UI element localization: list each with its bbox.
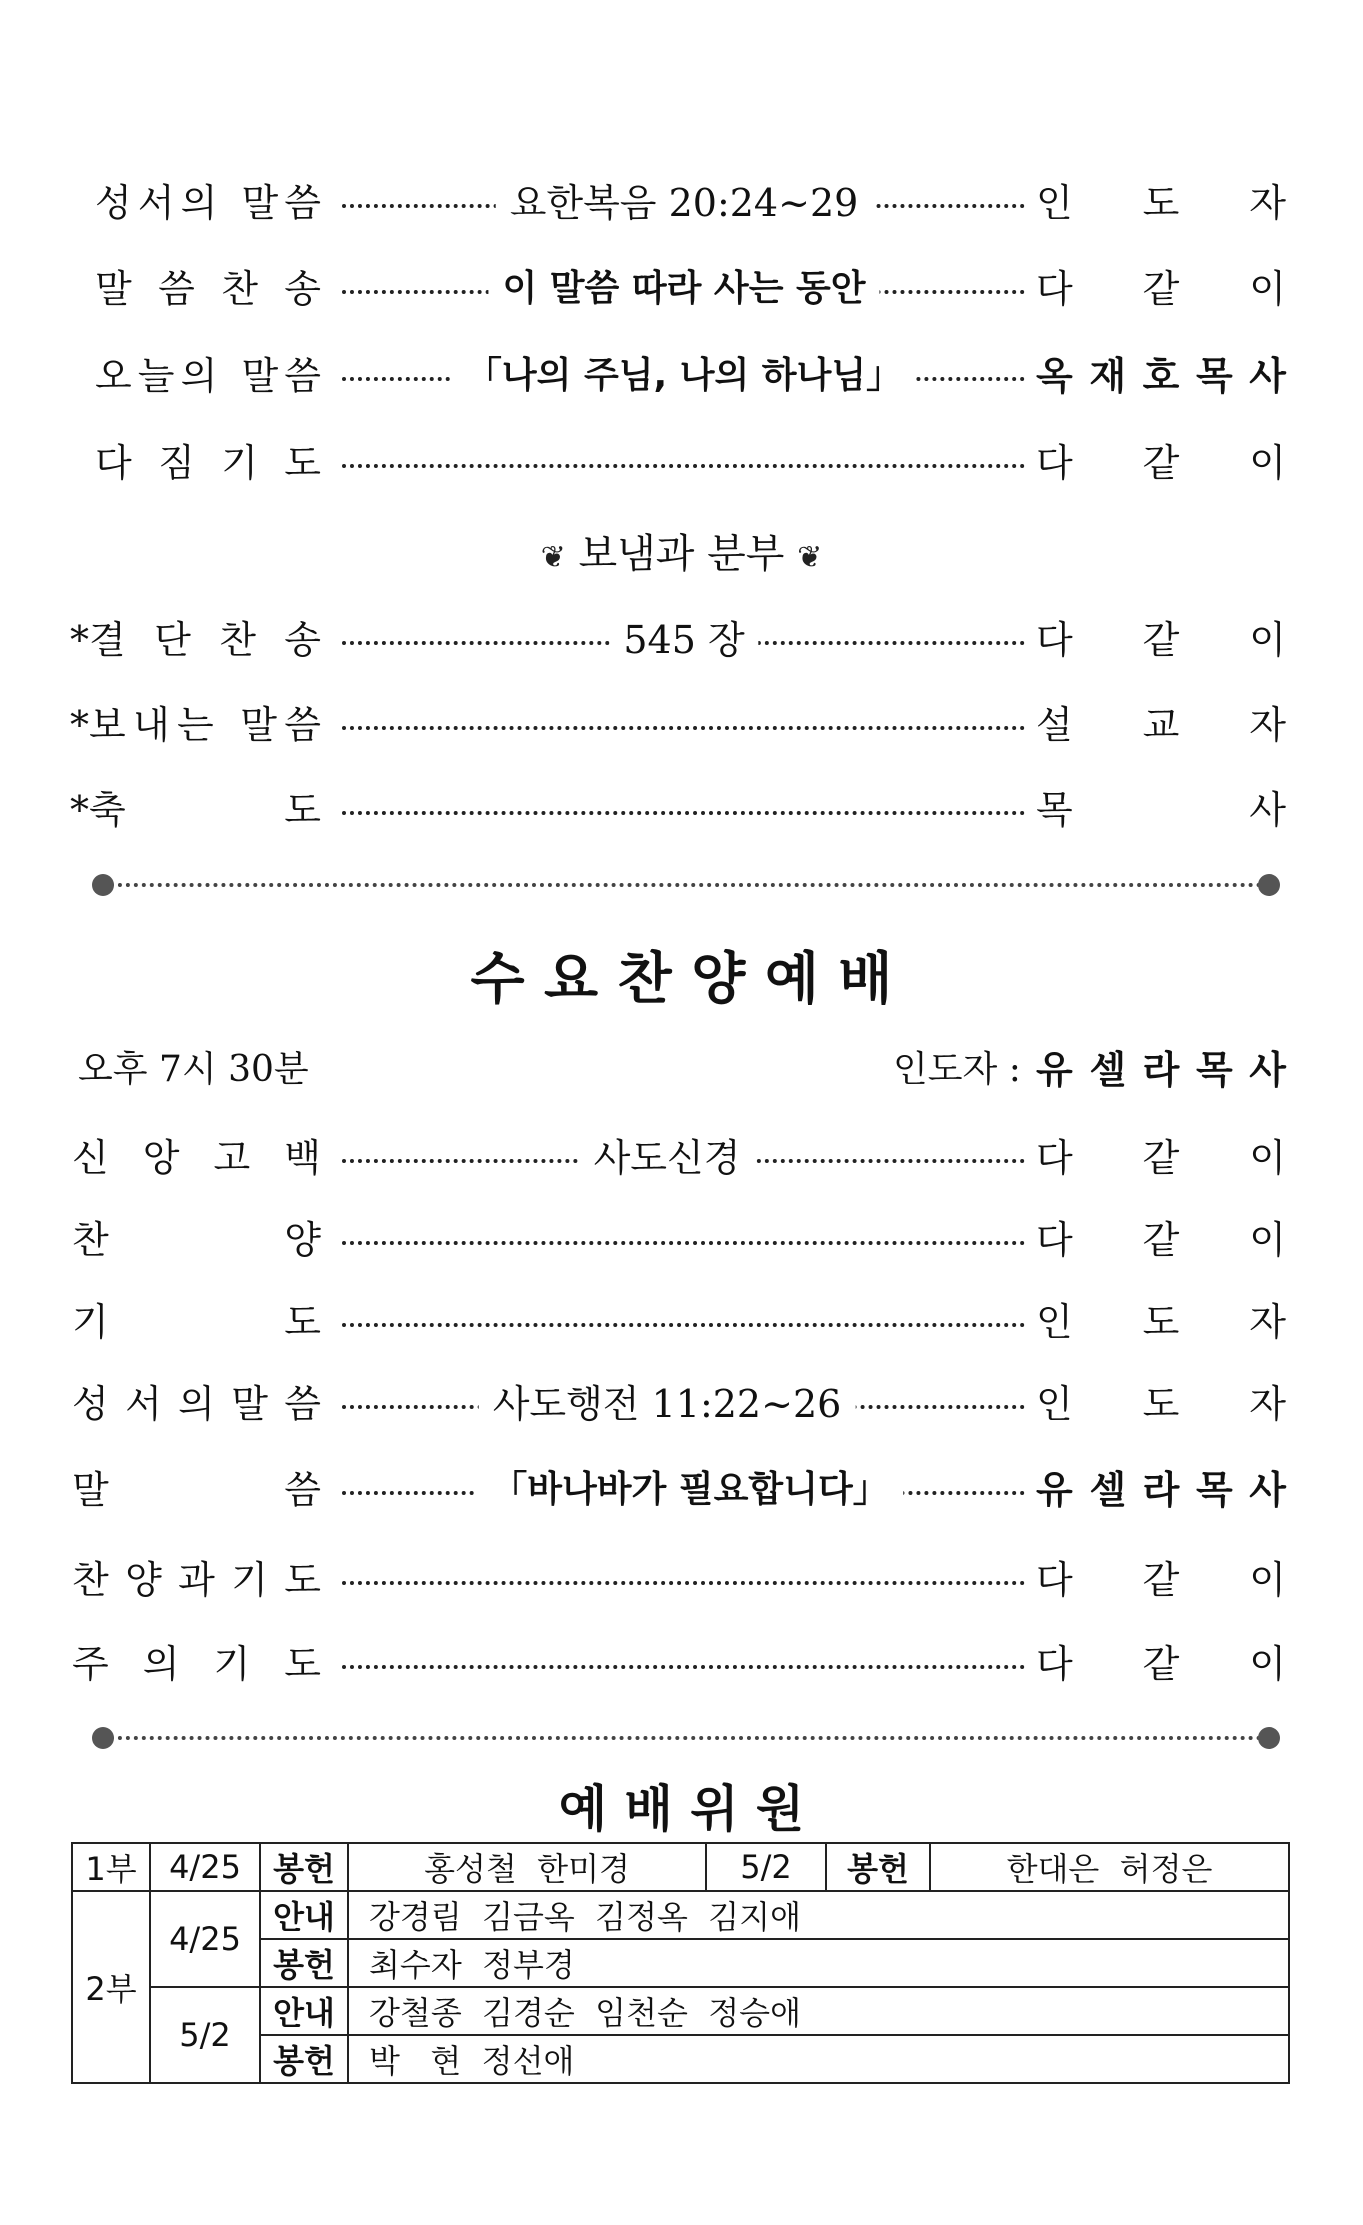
names-cell: 박 현 정선애: [348, 2035, 1289, 2083]
glyph: 인: [1036, 1382, 1073, 1426]
item-label: [72, 1550, 321, 1610]
glyph: 도: [1142, 1382, 1180, 1426]
glyph: 씀: [284, 181, 321, 225]
glyph: 다: [95, 441, 132, 485]
leader-dots: [342, 1581, 1025, 1585]
service-cell: 1부: [72, 1843, 150, 1891]
table-row: [72, 1843, 1289, 1891]
item-content: 사도신경: [580, 1128, 755, 1188]
glyph: 다: [1036, 441, 1073, 485]
glyph: 성: [72, 1382, 109, 1426]
item-leader: [1036, 610, 1286, 670]
item-leader: [1036, 1460, 1286, 1520]
item-leader: [1036, 1550, 1286, 1610]
order-item: [0, 1128, 1363, 1188]
glyph: 백: [284, 1136, 321, 1180]
glyph: *보: [70, 703, 126, 747]
glyph: 찬: [72, 1218, 109, 1262]
glyph: 말: [72, 1468, 109, 1512]
date-cell: 4/25: [150, 1891, 260, 1987]
glyph: 성: [95, 181, 132, 225]
divider-dot-icon: [92, 1727, 114, 1749]
leader-label: 인도자 :: [893, 1049, 1021, 1090]
leader-dots: [342, 464, 1025, 468]
glyph: 오: [95, 354, 132, 398]
ornament-right-icon: ❦: [797, 540, 823, 575]
date-cell: 4/25: [150, 1843, 260, 1891]
item-label: [72, 1128, 321, 1188]
order-item: [0, 780, 1363, 840]
glyph: 같: [1142, 1136, 1180, 1180]
glyph: 사: [1249, 788, 1286, 832]
item-label: [72, 1292, 321, 1352]
section-divider: [92, 1727, 1280, 1749]
glyph: 말: [231, 1382, 268, 1426]
item-label: [95, 346, 321, 406]
leader-dots: [342, 1323, 1025, 1327]
glyph: 호: [1142, 354, 1180, 398]
glyph: 다: [1036, 1218, 1073, 1262]
glyph: 목: [1195, 1048, 1233, 1092]
glyph: 도: [1142, 1300, 1180, 1344]
table-row: [72, 1987, 1289, 2035]
glyph: 고: [213, 1136, 251, 1180]
glyph: 이: [1249, 1558, 1286, 1602]
item-label: [95, 259, 321, 319]
order-item: [0, 259, 1363, 319]
glyph: 말: [240, 703, 277, 747]
divider-dot-icon: [1258, 1727, 1280, 1749]
item-leader: [1036, 1210, 1286, 1270]
glyph: 양: [284, 1218, 321, 1262]
glyph: 재: [1089, 354, 1127, 398]
role-cell: 봉헌: [826, 1843, 930, 1891]
leader-name: [1036, 1040, 1286, 1100]
glyph: 씀: [284, 1382, 321, 1426]
glyph: 이: [1249, 1218, 1286, 1262]
order-item: [0, 1550, 1363, 1610]
role-cell: 안내: [260, 1987, 348, 2035]
order-item: [0, 1292, 1363, 1352]
item-leader: [1036, 433, 1286, 493]
date-cell: 5/2: [150, 1987, 260, 2083]
item-label: [72, 1374, 321, 1434]
glyph: 찬: [72, 1558, 109, 1602]
ornament-left-icon: ❦: [540, 540, 566, 575]
glyph: 늘: [137, 354, 175, 398]
item-label: [72, 1634, 321, 1694]
glyph: 말: [241, 354, 279, 398]
glyph: 앙: [142, 1136, 180, 1180]
item-label: [70, 610, 321, 670]
order-item: [0, 1374, 1363, 1434]
order-item: [0, 1634, 1363, 1694]
glyph: 옥: [1036, 354, 1073, 398]
glyph: 씀: [284, 354, 321, 398]
glyph: 서: [125, 1382, 162, 1426]
glyph: 이: [1249, 441, 1286, 485]
glyph: 목: [1036, 788, 1073, 832]
item-label: [72, 1210, 321, 1270]
glyph: 유: [1036, 1048, 1073, 1092]
glyph: 기: [72, 1300, 109, 1344]
glyph: 양: [125, 1558, 162, 1602]
glyph: 다: [1036, 618, 1073, 662]
section-title-text: 보냄과 분부: [578, 531, 785, 577]
glyph: 교: [1142, 703, 1180, 747]
item-content: 요한복음 20:24~29: [496, 173, 873, 233]
glyph: 사: [1249, 1468, 1286, 1512]
glyph: 기: [221, 441, 258, 485]
item-content: 이 말씀 따라 사는 동안: [488, 259, 879, 319]
glyph: 라: [1142, 1048, 1180, 1092]
item-label: [95, 173, 321, 233]
glyph: 단: [154, 618, 191, 662]
item-content: 사도행전 11:22~26: [479, 1374, 856, 1434]
leader-dots: [342, 811, 1025, 815]
item-label: [95, 433, 321, 493]
glyph: 도: [1142, 181, 1180, 225]
leader-dots: [342, 1241, 1025, 1245]
names-cell: 한대은 허정은: [930, 1843, 1289, 1891]
glyph: 의: [180, 181, 218, 225]
names-cell: 강철종 김경순 임천순 정승애: [348, 1987, 1289, 2035]
glyph: 라: [1142, 1468, 1180, 1512]
glyph: 다: [1036, 1136, 1073, 1180]
glyph: 이: [1249, 618, 1286, 662]
glyph: 유: [1036, 1468, 1073, 1512]
divider-dot-icon: [92, 874, 114, 896]
order-item: [0, 173, 1363, 233]
service-cell: 2부: [72, 1891, 150, 2083]
item-label: [70, 695, 321, 755]
glyph: 목: [1195, 1468, 1233, 1512]
glyph: *축: [70, 788, 126, 832]
section-divider: [92, 874, 1280, 896]
glyph: 설: [1036, 703, 1073, 747]
glyph: 송: [284, 618, 321, 662]
glyph: 다: [1036, 1642, 1073, 1686]
item-content: 「바나바가 필요합니다」: [477, 1460, 903, 1520]
item-leader: [1036, 259, 1286, 319]
glyph: 도: [284, 1642, 321, 1686]
order-item: [0, 695, 1363, 755]
order-item: [0, 1210, 1363, 1270]
glyph: 씀: [284, 1468, 321, 1512]
glyph: [223, 346, 235, 406]
item-leader: [1036, 346, 1286, 406]
glyph: 도: [284, 1558, 321, 1602]
section-title: [0, 524, 1363, 584]
glyph: 씀: [158, 267, 195, 311]
glyph: 찬: [221, 267, 258, 311]
leader-dots: [342, 1665, 1025, 1669]
item-label: [72, 1460, 321, 1520]
glyph: 의: [142, 1642, 180, 1686]
glyph: 찬: [219, 618, 256, 662]
glyph: 인: [1036, 1300, 1073, 1344]
names-cell: 홍성철 한미경: [348, 1843, 706, 1891]
glyph: [221, 695, 233, 755]
order-item: [0, 1460, 1363, 1520]
service-time: 오후 7시 30분: [78, 1049, 309, 1090]
order-item: [0, 346, 1363, 406]
glyph: 사: [1249, 354, 1286, 398]
glyph: 의: [178, 1382, 215, 1426]
duty-title: 예 배 위 원: [558, 1780, 805, 1838]
item-content: 545 장: [609, 610, 758, 670]
duty-table: [71, 1842, 1290, 2084]
glyph: 같: [1142, 1218, 1180, 1262]
glyph: 신: [72, 1136, 109, 1180]
divider-dot-icon: [1258, 874, 1280, 896]
role-cell: 봉헌: [260, 1939, 348, 1987]
glyph: 셀: [1089, 1468, 1127, 1512]
glyph: 자: [1249, 703, 1286, 747]
item-leader: [1036, 780, 1286, 840]
glyph: 과: [178, 1558, 215, 1602]
order-item: [0, 610, 1363, 670]
table-row: [72, 1891, 1289, 1939]
glyph: 이: [1249, 1642, 1286, 1686]
glyph: 다: [1036, 267, 1073, 311]
glyph: 같: [1142, 267, 1180, 311]
glyph: 같: [1142, 1642, 1180, 1686]
glyph: 씀: [284, 703, 321, 747]
item-leader: [1036, 173, 1286, 233]
glyph: 인: [1036, 181, 1073, 225]
item-label: [70, 780, 321, 840]
leader-dots: [342, 726, 1025, 730]
glyph: 의: [180, 354, 218, 398]
glyph: 내: [132, 703, 170, 747]
glyph: 사: [1249, 1048, 1286, 1092]
glyph: 같: [1142, 618, 1180, 662]
item-leader: [1036, 695, 1286, 755]
names-cell: 최수자 정부경: [348, 1939, 1289, 1987]
names-cell: 강경림 김금옥 김정옥 김지애: [348, 1891, 1289, 1939]
glyph: 목: [1195, 354, 1233, 398]
role-cell: 봉헌: [260, 1843, 348, 1891]
glyph: 이: [1249, 1136, 1286, 1180]
glyph: 자: [1249, 181, 1286, 225]
glyph: 같: [1142, 441, 1180, 485]
glyph: 는: [176, 703, 214, 747]
glyph: [223, 173, 235, 233]
glyph: 자: [1249, 1382, 1286, 1426]
role-cell: 안내: [260, 1891, 348, 1939]
item-leader: [1036, 1292, 1286, 1352]
role-cell: 봉헌: [260, 2035, 348, 2083]
glyph: 기: [213, 1642, 251, 1686]
glyph: 송: [284, 267, 321, 311]
date-cell: 5/2: [706, 1843, 826, 1891]
glyph: 기: [231, 1558, 268, 1602]
glyph: 다: [1036, 1558, 1073, 1602]
item-leader: [1036, 1634, 1286, 1694]
glyph: 짐: [158, 441, 195, 485]
glyph: 말: [95, 267, 132, 311]
order-item: [0, 433, 1363, 493]
glyph: 셀: [1089, 1048, 1127, 1092]
glyph: 이: [1249, 267, 1286, 311]
glyph: 서: [137, 181, 175, 225]
glyph: 도: [284, 788, 321, 832]
glyph: 주: [72, 1642, 109, 1686]
wednesday-title: 수 요 찬 양 예 배: [470, 947, 893, 1012]
glyph: 자: [1249, 1300, 1286, 1344]
glyph: 말: [241, 181, 279, 225]
item-leader: [1036, 1128, 1286, 1188]
glyph: 같: [1142, 1558, 1180, 1602]
item-leader: [1036, 1374, 1286, 1434]
glyph: 도: [284, 441, 321, 485]
glyph: 도: [284, 1300, 321, 1344]
glyph: *결: [70, 618, 126, 662]
item-content: 「나의 주님, 나의 하나님」: [452, 346, 916, 406]
